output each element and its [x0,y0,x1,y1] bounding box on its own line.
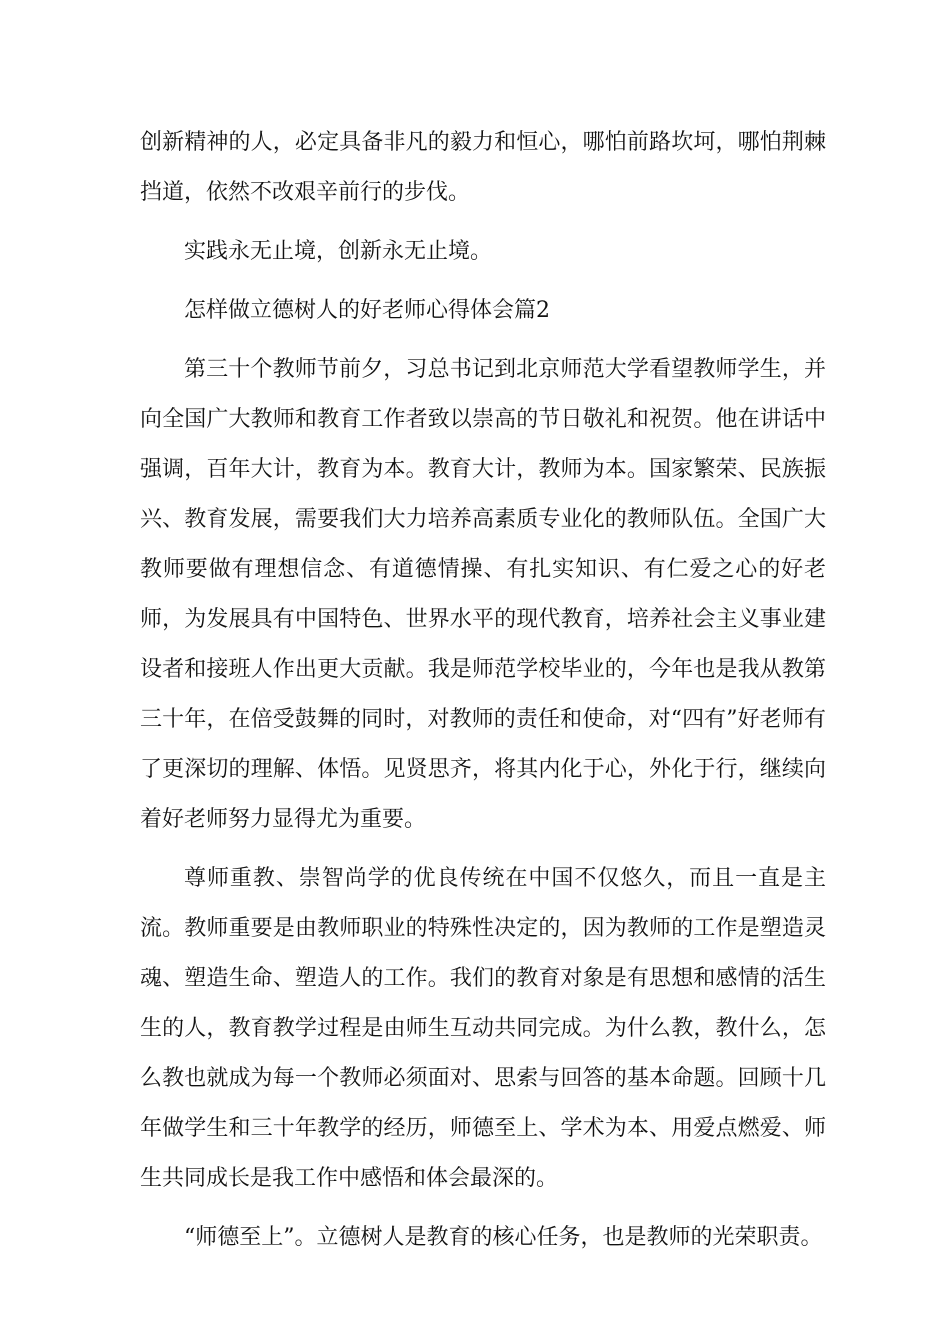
document-body [140,118,826,1272]
paragraph-practice: 实践永无止境，创新永无止境。 [184,239,493,264]
paragraph-teachers-day: 第三十个教师节前夕，习总书记到北京师范大学看望教师学生，并向全国广大教师和教育工作者致以崇高的节日敬礼和祝贺。他在讲话中强调，百年大计，教育为本。教育大计，教师为本。国家繁荣、民族振兴、教育发展，需要我们大力培养高素质专业化的教师队伍。全国广大教师要做有理想信念、有道德情操、有扎实知识、有仁爱之心的好老师，为发展具有中国特色、世界水平的现代教育，培养社会主义事业建设者和接班人作出更大贡献。我是师范学校毕业的，今年也是我从教第三十年，在倍受鼓舞的同时，对教师的责任和使命，对“四有”好老师有了更深切的理解、体悟。见贤思齐，将其内化于心，外化于行，继续向着好老师努力显得尤为重要。 [140,357,826,832]
paragraph-continuation: 创新精神的人，必定具备非凡的毅力和恒心，哪怕前路坎坷，哪怕荆棘挡道，依然不改艰辛前行的步伐。 [140,130,826,205]
section-heading: 怎样做立德树人的好老师心得体会篇2 [184,298,550,323]
paragraph-ethics-first: “师德至上”。立德树人是教育的核心任务，也是教师的光荣职责。 [184,1225,823,1250]
paragraph-respect-teachers: 尊师重教、崇智尚学的优良传统在中国不仅悠久，而且一直是主流。教师重要是由教师职业的特殊性决定的，因为教师的工作是塑造灵魂、塑造生命、塑造人的工作。我们的教育对象是有思想和感情的活生生的人，教育教学过程是由师生互动共同完成。为什么教，教什么，怎么教也就成为每一个教师必须面对、思索与回答的基本命题。回顾十几年做学生和三十年教学的经历，师德至上、学术为本、用爱点燃爱、师生共同成长是我工作中感悟和体会最深的。 [140,866,826,1191]
